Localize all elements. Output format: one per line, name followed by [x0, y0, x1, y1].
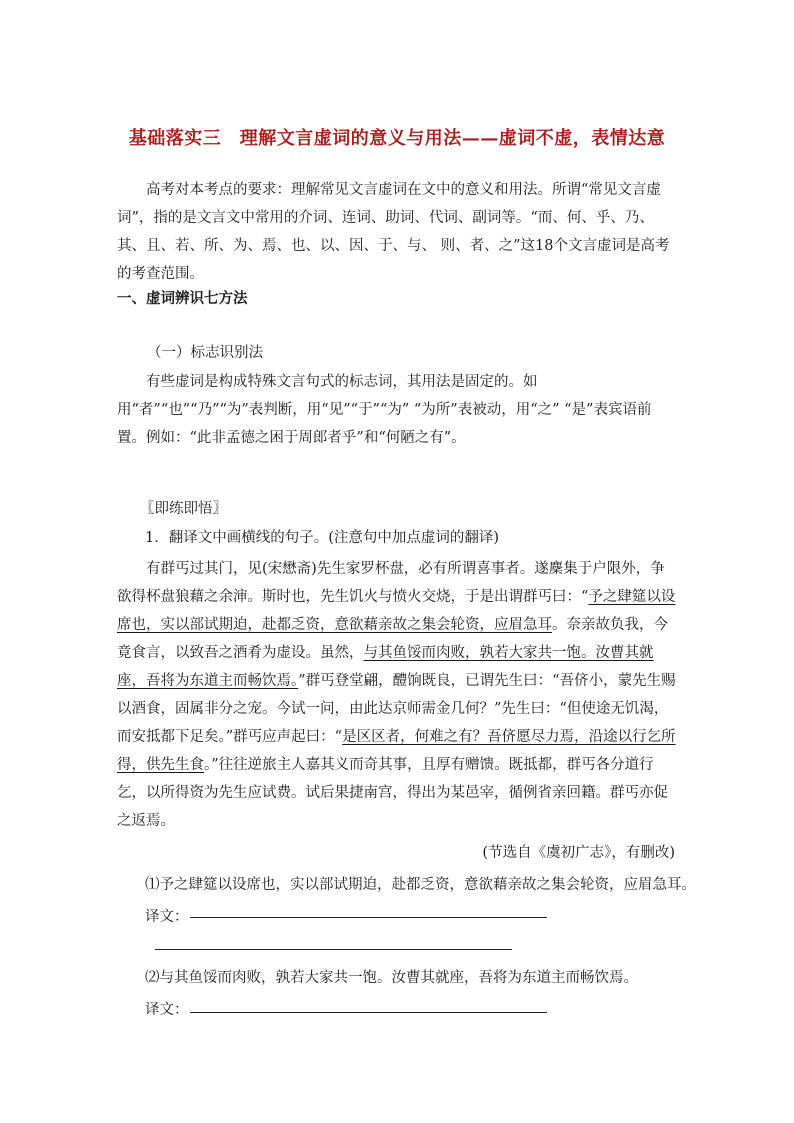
subquestion-2: ⑵与其鱼馁而肉败，孰若大家共一饱。汝曹其就座，吾将为东道主而畅饮焉。 — [145, 970, 638, 986]
practice-tag: 〖即练即悟〗 — [140, 501, 227, 517]
passage-text: 有群丐过其门，见(宋懋斋)先生家罗杯盘，必有所谓喜事者。遂麇集于户限外，争欲得杯盘狼藉之余渖。斯时也，先生饥火与愤火交烧，于是出谓群丐曰：“ — [117, 561, 665, 605]
answer-line-2a — [190, 1012, 547, 1013]
page-title: 基础落实三 理解文言虚词的意义与用法——虚词不虚，表情达意 — [128, 128, 666, 149]
intro-paragraph: 高考对本考点的要求：理解常见文言虚词在文中的意义和用法。所谓“常见文言虚词”，指的是文言文中常用的介词、连词、助词、代词、副词等。“而、何、乎、乃、其、且、若、所、为、焉、也、以、因、于、与、 则、者、之”这18个文言虚词是高考的考查范围。 — [117, 182, 670, 282]
passage-text: 。奈亲故负我，今竟食言，以致吾之酒肴为虚设。虽然， — [117, 617, 668, 661]
answer-label-1: 译文： — [145, 909, 189, 925]
subsection-heading: （一）标志识别法 — [147, 345, 263, 361]
underlined-sentence-2: 与其鱼馁而肉败，孰若大家共一饱。汝曹其就座，吾将为东道主而畅饮焉。 — [117, 645, 654, 689]
underlined-sentence-1: 予之肆筵以设席也，实以部试期迫，赴都乏资，意欲藉亲故之集会轮资，应眉急耳 — [117, 589, 676, 633]
passage-text: 。”往往逆旅主人嘉其义而奇其事，且厚有赠馈。既抵都，群丐各分道行乞，以所得资为先生应试费。试后果捷南宫，得出为某邑宰，循例省亲回籍。群丐亦促之返焉。 — [117, 757, 668, 829]
answer-label-2: 译文： — [145, 1002, 189, 1018]
answer-line-1a — [190, 917, 547, 918]
subquestion-1: ⑴予之肆筵以设席也，实以部试期迫，赴都乏资，意欲藉亲故之集会轮资，应眉急耳。 — [145, 877, 696, 893]
passage-text: ”群丐登堂翩，醴饷既良，已谓先生曰：“吾侪小，蒙先生赐以酒食，固属非分之宠。今试一问，由此达京师需金几何？”先生曰：“但使途无饥渴，而安抵都下足矣。”群丐应声起曰：“ — [117, 673, 676, 745]
section-heading: 一、虚词辨识七方法 — [117, 290, 248, 307]
underlined-sentence-3: 是区区者，何难之有？吾侪愿尽力焉，沿途以行乞所得，供先生食 — [117, 729, 676, 773]
answer-line-1b — [155, 949, 512, 950]
passage-paragraph — [117, 555, 677, 835]
method-paragraph: 有些虚词是构成特殊文言句式的标志词，其用法是固定的。如用“者”“也”“乃”“为”表判断，用“见”“于”“为” “为所”表被动，用“之” “是”表宾语前置。例如：“此非孟德之困于周郎者乎”和“何陋之有”。 — [117, 374, 652, 446]
source-note: (节选自《虞初广志》，有删改) — [482, 845, 675, 861]
question-1: 1．翻译文中画横线的句子。(注意句中加点虚词的翻译) — [145, 530, 500, 546]
